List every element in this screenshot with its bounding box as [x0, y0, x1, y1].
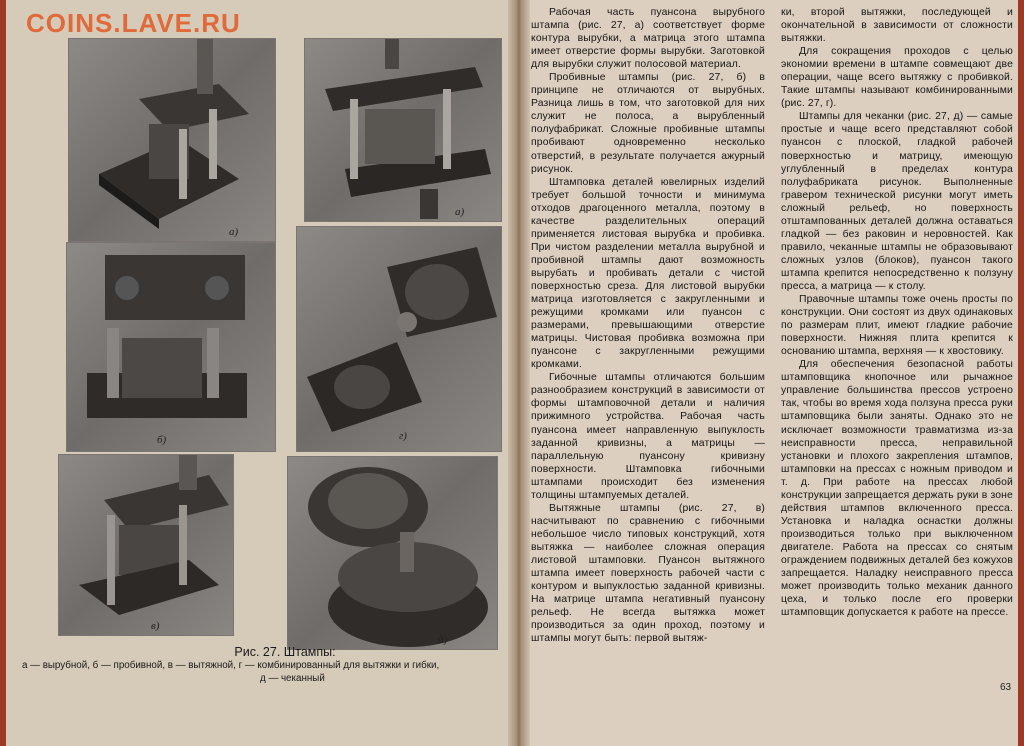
paragraph: ки, второй вытяжки, последующей и окончательной в зависимости от сложности вытяжки.: [781, 7, 1013, 45]
paragraph: Для сокращения проходов с целью экономии времени в штампе совмещают две операции, чаще всего вытяжку с пробивкой. Такие штампы называют комбинированными (рис. 27, г).: [781, 46, 1013, 110]
coining-die-drawing: [288, 457, 497, 649]
paragraph: Для обеспечения безопасной работы штамповщика кнопочное или рычажное управление большинства прессов устроено так, чтобы во время хода ползуна пресса руки штамповщика были заняты. Однако это не исключает возможности травматизма из-за неисправности пресса, неправильной установки и плохого закрепления штампов, штамповки на прессах с ножным приводом и т. д. При работе на прессах любой конструкции запрещается держать руки в зоне действия штампов включенного пресса. Установка и наладка оснастки должны производиться только при выключенном двигателе. Работа на прессах со снятым ограждением подвижных деталей без кожухов запрещается. Наладку неисправного пресса может производить только механик данного цеха, и только после его проверки штамповщик допускается к работе на прессе.: [781, 359, 1013, 619]
photo-drawing-die: [58, 454, 234, 636]
text-column-right: [781, 6, 1013, 619]
caption-legend-line-1: а — вырубной, б — пробивной, в — вытяжной, г — комбинированный для вытяжки и гибки,: [22, 660, 440, 671]
watermark: COINS.LAVE.RU: [26, 8, 241, 38]
paragraph: Гибочные штампы отличаются большим разнообразием конструкций в зависимости от формы штамповочной детали и наличия прижимного устройства. Рабочая часть пуансона имеет направленную выпуклость заданной кривизны, а матрицы — параллельную пуансону кривизну поверхности. Штамповка гибочными штампами происходит без изменения толщины штампуемых деталей.: [531, 372, 765, 501]
paragraph: Штамповка деталей ювелирных изделий требует большой точности и минимума отходов драгоценного металла, поэтому в качестве разделительных операций применяется листовая вырубка и пробивка. При чистом разделении металла вырубной и пробивной штампы дают возможность вырубать и пробивать детали с чистой поверхностью среза. Для листовой вырубки матрица изготовляется с закругленными и режущими кромками или пуансон с размерами, превышающими отверстие матрицы. Чистовая пробивка возможна при пуансоне с закругленными режущими кромками.: [531, 176, 765, 371]
drawing-die-drawing: [59, 455, 233, 635]
caption-title: Рис. 27. Штампы:: [234, 645, 336, 659]
photo-label-a2: а): [455, 206, 465, 218]
blanking-die-view2-drawing: [305, 39, 501, 221]
paragraph: Рабочая часть пуансона вырубного штампа (рис. 27, а) соответствует форме контура вырубки, а матрица этого штампа имеет отверстие формы вырубки. Заготовкой для вырубки служит полосовой материал.: [531, 7, 765, 71]
blanking-die-drawing: [69, 39, 275, 241]
paragraph: Пробивные штампы (рис. 27, б) в принципе не отличаются от вырубных. Разница лишь в том, что заготовкой для них служит не полоса, а вырубленный полуфабрикат. Сложные пробивные штампы пробивают одновременно несколько отверстий, в результате получается ажурный рисунок.: [531, 72, 765, 175]
photo-punching-die: [66, 242, 276, 452]
photo-label-a: а): [229, 226, 239, 238]
photo-label-g: г): [399, 430, 407, 442]
photo-label-b: б): [157, 434, 167, 446]
photo-blanking-die-view2: [304, 38, 502, 222]
photo-combined-die: [296, 226, 502, 452]
photo-label-v2: в): [151, 620, 160, 632]
figure-caption: [22, 645, 510, 685]
paragraph: Правочные штампы тоже очень просты по конструкции. Они состоят из двух одинаковых по размерам плит, имеют гладкие рабочие поверхности. Нижняя плита крепится к основанию штампа, верхняя — к хвостовику.: [781, 294, 1013, 358]
caption-legend-line-2: д — чеканный: [260, 673, 325, 684]
photo-blanking-die: [68, 38, 276, 242]
photo-coining-die: [287, 456, 498, 650]
text-column-left: [531, 6, 765, 645]
punching-die-drawing: [67, 243, 275, 451]
combined-die-drawing: [297, 227, 501, 451]
photo-label-d: д): [438, 634, 448, 646]
left-edge: [0, 0, 6, 746]
paragraph: Штампы для чеканки (рис. 27, д) — самые простые и чаще всего представляют собой пуансон с плоской, гладкой рабочей поверхностью и матрицу, имеющую углубленный в пределах контура полуфабриката рисунок. Выполненные гравером технической рисунки могут иметь сложный рельеф, но поверхность отштампованных деталей должна оставаться гладкой — без раковин и неровностей. Как правило, чеканные штампы не образовывают сложных узлов (блоков), пуансон такого штампа крепится непосредственно к ползуну пресса, а матрица — к столу.: [781, 111, 1013, 292]
book-gutter: [508, 0, 530, 746]
page-number: 63: [1000, 682, 1012, 693]
right-edge: [1018, 0, 1024, 746]
paragraph: Вытяжные штампы (рис. 27, в) насчитывают по сравнению с гибочными небольшое число типовых конструкций, хотя вытяжка — наиболее сложная операция листовой штамповки. Пуансон вытяжного штампа имеет поверхность рабочей части с контуром и выпуклостью заданной кривизны. На матрице штампа негативный пуансону рельеф. Не всегда вытяжка может производиться за один проход, поэтому и штампы могут быть: первой вытяж-: [531, 502, 765, 645]
